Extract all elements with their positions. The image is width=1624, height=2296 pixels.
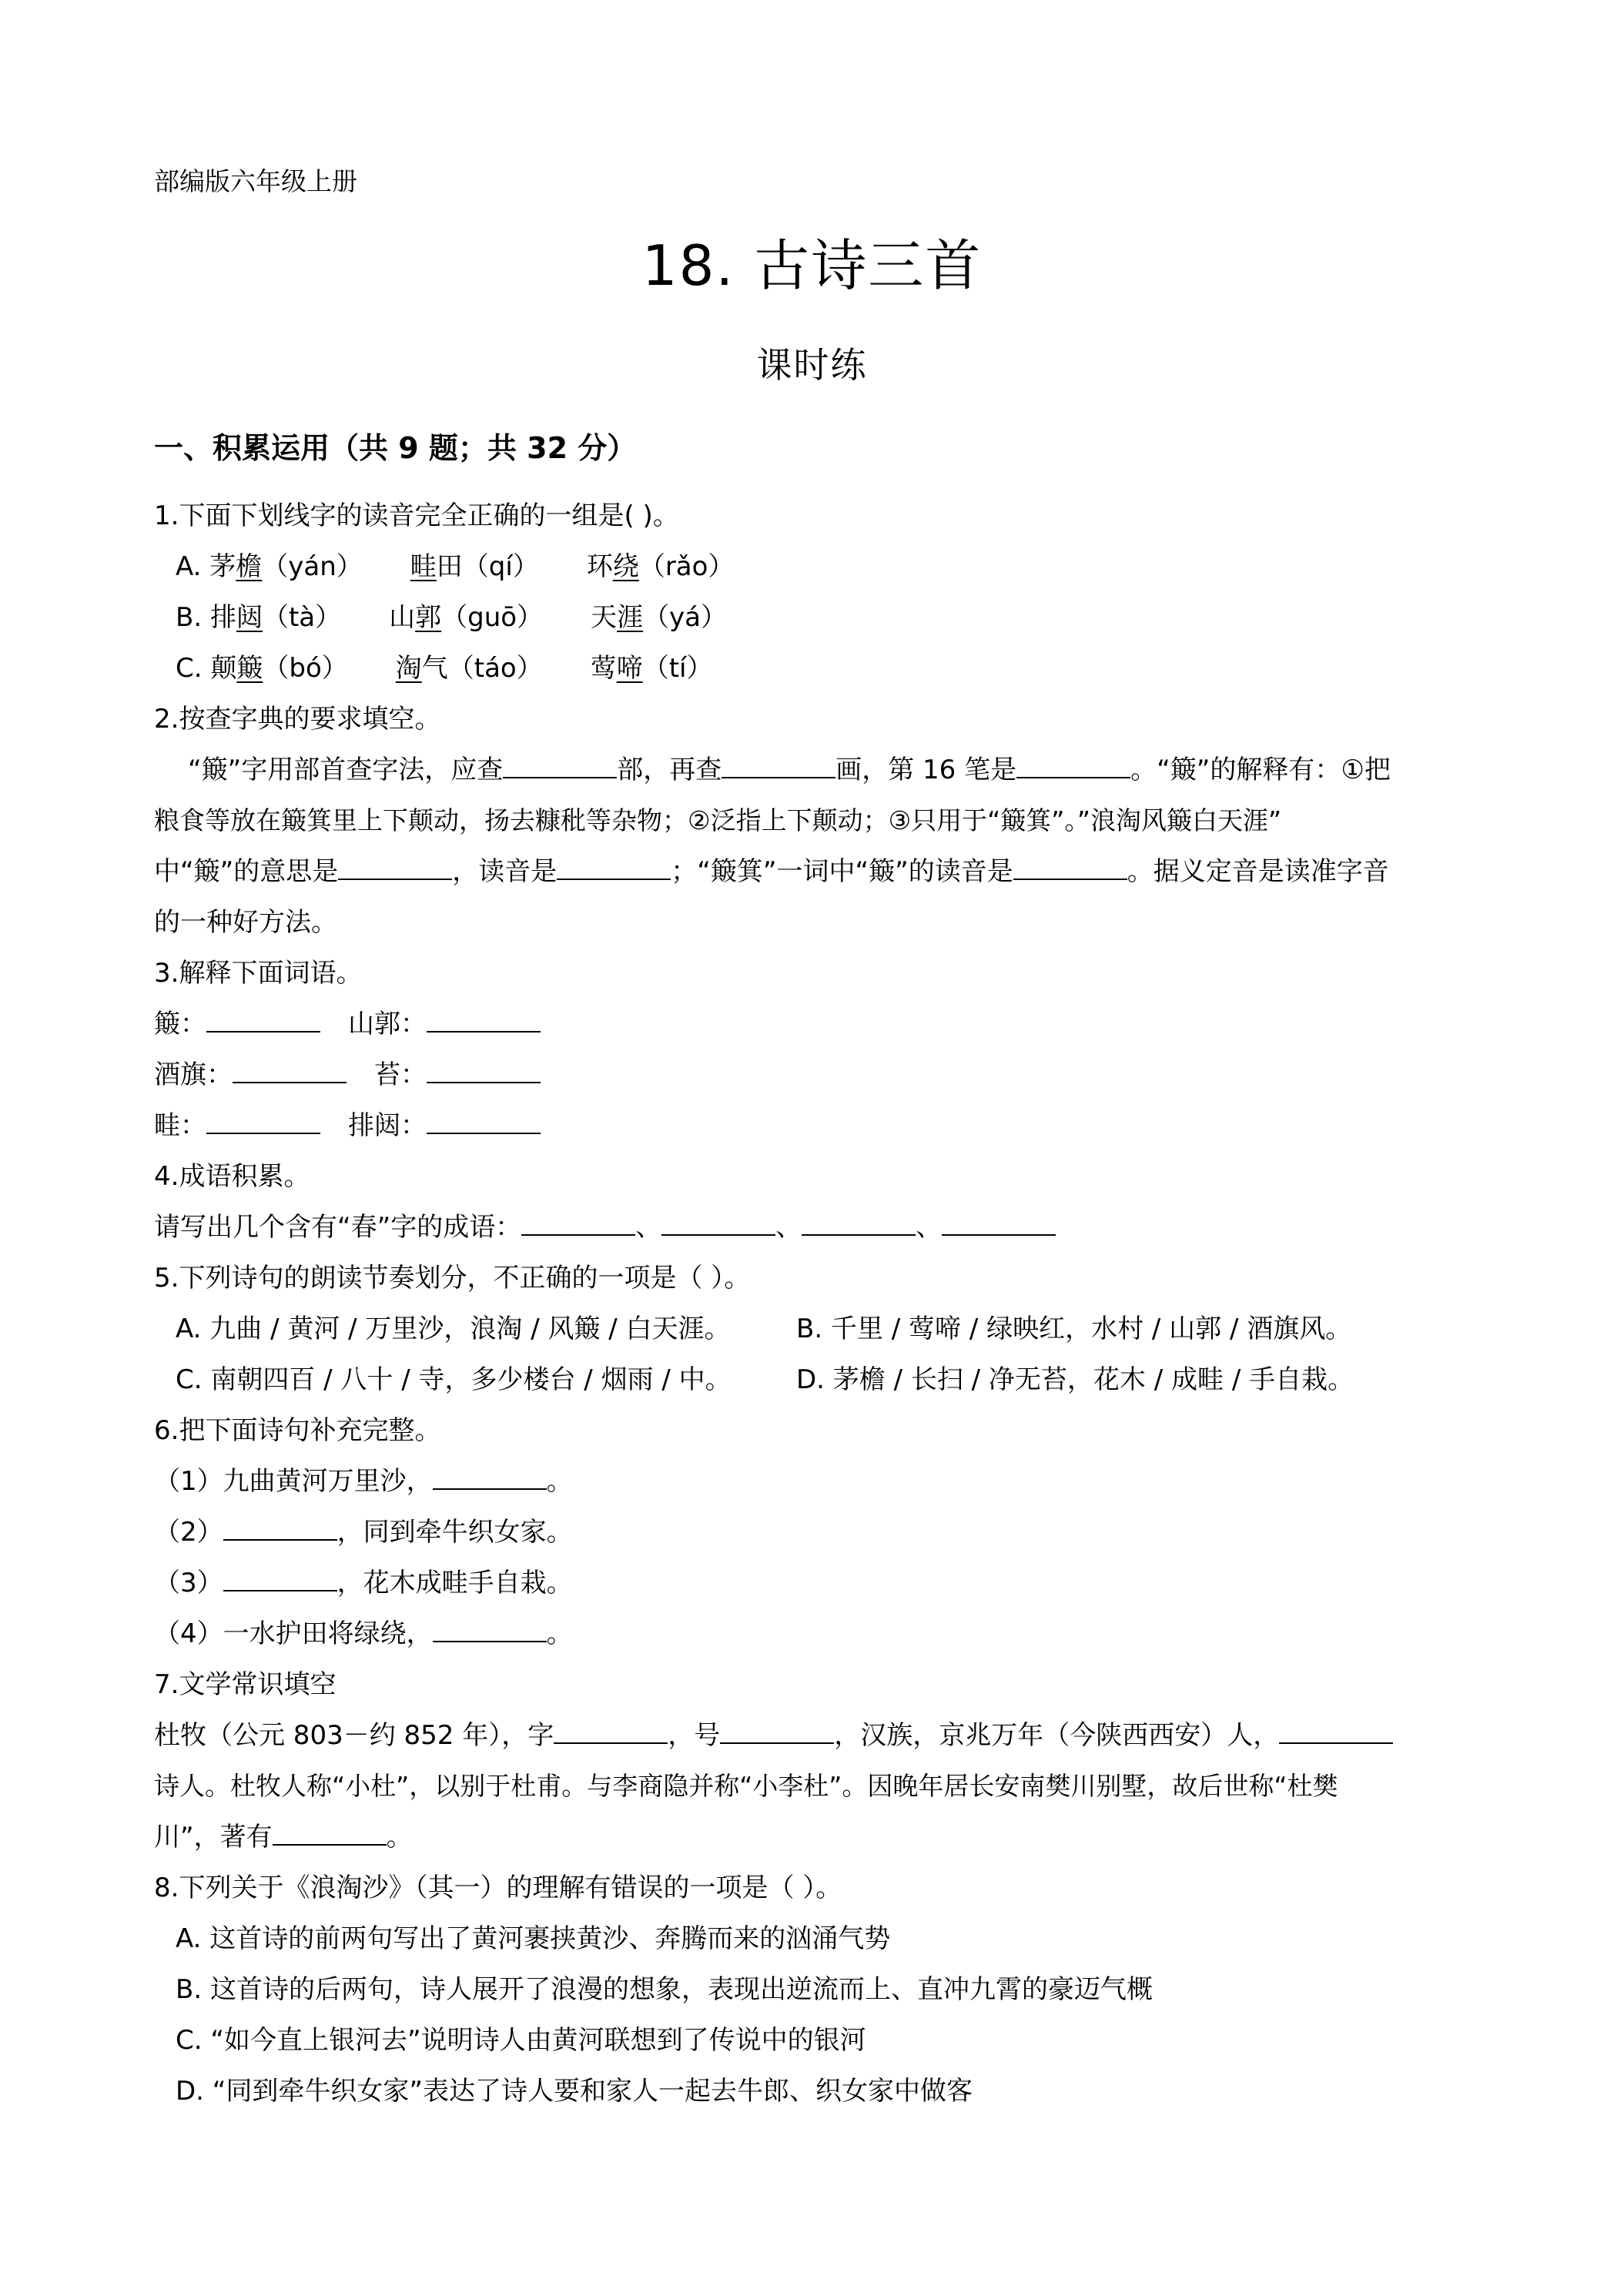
q7-text: ，汉族，京兆万年（今陕西西安）人， — [834, 1720, 1280, 1751]
q1-a-underlined-3: 绕 — [612, 551, 639, 582]
answer-blank[interactable] — [1279, 1719, 1393, 1744]
answer-blank[interactable] — [338, 855, 452, 880]
q3-stem: 3.解释下面词语。 — [154, 958, 363, 989]
answer-blank[interactable] — [433, 1618, 547, 1642]
q5-stem: 5.下列诗句的朗读节奏划分，不正确的一项是（ ）。 — [154, 1263, 751, 1294]
answer-blank[interactable] — [1013, 855, 1127, 880]
q2-text: 画，第 16 笔是 — [835, 755, 1017, 785]
q5-option-d: D. 茅檐 / 长扫 / 净无苔，花木 / 成畦 / 手自栽。 — [796, 1364, 1354, 1395]
q2-text: 。据义定音是读准字音 — [1127, 856, 1389, 887]
q2-line-3 — [154, 855, 1389, 889]
q1-b-reading-3: （yá） — [643, 602, 728, 633]
q4-stem: 4.成语积累。 — [154, 1161, 310, 1192]
q2-text: 中“簸”的意思是 — [154, 856, 339, 887]
q3-word: 酒旗： — [154, 1059, 233, 1090]
separator: 、 — [635, 1212, 662, 1243]
q6-line-2 — [154, 1515, 573, 1549]
answer-blank[interactable] — [427, 1008, 541, 1033]
q1-a-label: A. 茅 — [176, 551, 236, 582]
answer-blank[interactable] — [273, 1821, 387, 1846]
answer-blank[interactable] — [720, 1719, 834, 1744]
q3-word: 排闼： — [348, 1110, 427, 1141]
q1-c-label: C. 颠 — [176, 653, 237, 684]
q1-b-label: B. 排 — [176, 602, 236, 633]
q1-c-reading-2: 气（táo） — [421, 653, 543, 684]
q6-text: （4）一水护田将绿绕， — [154, 1618, 433, 1649]
q6-line-1 — [154, 1464, 573, 1498]
q1-c-reading-3: （tí） — [642, 653, 713, 684]
answer-blank[interactable] — [942, 1211, 1056, 1236]
q2-text: ；“簸箕”一词中“簸”的读音是 — [671, 856, 1013, 887]
q2-text: ，读音是 — [452, 856, 558, 887]
answer-blank[interactable] — [802, 1211, 916, 1236]
q8-option-b: B. 这首诗的后两句，诗人展开了浪漫的想象，表现出逆流而上、直冲九霄的豪迈气概 — [176, 1974, 1153, 2005]
answer-blank[interactable] — [503, 754, 617, 778]
grade-label: 部编版六年级上册 — [154, 166, 357, 196]
q3-word: 畦： — [154, 1110, 206, 1141]
q5-option-b: B. 千里 / 莺啼 / 绿映红，水村 / 山郭 / 酒旗风。 — [796, 1314, 1352, 1344]
q6-text: （3） — [154, 1568, 223, 1598]
answer-blank[interactable] — [427, 1059, 541, 1083]
q1-b-underlined-2: 郭 — [415, 602, 442, 633]
q3-row-1 — [154, 1007, 541, 1041]
q1-c-prefix-3: 莺 — [590, 653, 617, 684]
q3-word: 山郭： — [348, 1009, 427, 1039]
q3-row-2 — [154, 1058, 541, 1092]
q6-text: 。 — [546, 1618, 573, 1649]
page-subtitle: 课时练 — [756, 344, 868, 386]
answer-blank[interactable] — [223, 1516, 337, 1541]
q1-b-reading-1: （tà） — [262, 602, 342, 633]
q6-line-3 — [154, 1566, 573, 1600]
q6-text: 。 — [546, 1466, 573, 1497]
q1-a-underlined-1: 檐 — [236, 551, 263, 582]
q2-text: 。“簸”的解释有：①把 — [1130, 755, 1391, 785]
q7-stem: 7.文学常识填空 — [154, 1669, 337, 1700]
q8-option-d: D. “同到牵牛织女家”表达了诗人要和家人一起去牛郎、织女家中做客 — [176, 2076, 973, 2107]
q7-text: ，号 — [668, 1720, 721, 1751]
q1-c-underlined-3: 啼 — [616, 653, 643, 684]
q7-text: 。 — [386, 1822, 413, 1853]
q1-option-c — [176, 651, 713, 685]
answer-blank[interactable] — [1016, 754, 1130, 778]
q1-option-b — [176, 601, 727, 634]
q1-b-underlined-3: 涯 — [617, 602, 644, 633]
q1-b-reading-2: （guō） — [441, 602, 544, 633]
section-heading: 一、积累运用（共 9 题；共 32 分） — [154, 431, 637, 465]
q7-text: 川”，著有 — [154, 1822, 273, 1853]
q1-option-a — [176, 550, 734, 584]
q8-option-c: C. “如今直上银河去”说明诗人由黄河联想到了传说中的银河 — [176, 2025, 866, 2056]
answer-blank[interactable] — [427, 1110, 541, 1134]
answer-blank[interactable] — [722, 754, 835, 778]
q7-line-2: 诗人。杜牧人称“小杜”，以别于杜甫。与李商隐并称“小李杜”。因晚年居长安南樊川别墅，故后世称“杜樊 — [154, 1771, 1338, 1801]
answer-blank[interactable] — [557, 855, 671, 880]
q1-b-underlined-1: 闼 — [236, 602, 263, 633]
separator: 、 — [775, 1212, 802, 1243]
q1-c-reading-1: （bó） — [263, 653, 348, 684]
q2-stem: 2.按查字典的要求填空。 — [154, 704, 441, 735]
answer-blank[interactable] — [223, 1567, 337, 1591]
q1-stem: 1.下面下划线字的读音完全正确的一组是( )。 — [154, 500, 679, 531]
q2-text: “簸”字用部首查字法，应查 — [188, 755, 504, 785]
answer-blank[interactable] — [661, 1211, 775, 1236]
q5-option-c: C. 南朝四百 / 八十 / 寺，多少楼台 / 烟雨 / 中。 — [176, 1364, 732, 1395]
q1-a-underlined-2: 畦 — [410, 551, 437, 582]
q6-text: ，同到牵牛织女家。 — [337, 1517, 573, 1548]
answer-blank[interactable] — [206, 1110, 320, 1134]
answer-blank[interactable] — [233, 1059, 347, 1083]
q8-option-a: A. 这首诗的前两句写出了黄河裹挟黄沙、奔腾而来的汹涌气势 — [176, 1923, 891, 1954]
q4-line — [154, 1210, 1056, 1244]
answer-blank[interactable] — [554, 1719, 668, 1744]
q3-word: 苔： — [374, 1059, 427, 1090]
q1-a-reading-3: （rǎo） — [638, 551, 735, 582]
q3-row-3 — [154, 1109, 541, 1143]
q4-prompt: 请写出几个含有“春”字的成语： — [154, 1212, 522, 1243]
answer-blank[interactable] — [206, 1008, 320, 1033]
q1-a-prefix-3: 环 — [586, 551, 613, 582]
q7-line-3 — [154, 1820, 413, 1854]
page-title: 18. 古诗三首 — [641, 233, 983, 298]
q2-line-1 — [188, 753, 1391, 787]
q3-word: 簸： — [154, 1009, 206, 1039]
separator: 、 — [916, 1212, 943, 1243]
answer-blank[interactable] — [433, 1465, 547, 1490]
q1-a-reading-2: 田（qí） — [436, 551, 539, 582]
q7-text: 杜牧（公元 803－约 852 年），字 — [154, 1720, 554, 1751]
q2-line-2: 粮食等放在簸箕里上下颠动，扬去糠秕等杂物；②泛指上下颠动；③只用于“簸箕”。”浪淘风簸白天涯” — [154, 805, 1282, 835]
q1-c-underlined-1: 簸 — [236, 653, 263, 684]
q1-c-underlined-2: 淘 — [395, 653, 422, 684]
q7-line-1 — [154, 1719, 1393, 1752]
q6-text: ，花木成畦手自栽。 — [337, 1568, 573, 1598]
q6-text: （1）九曲黄河万里沙， — [154, 1466, 433, 1497]
q5-option-a: A. 九曲 / 黄河 / 万里沙，浪淘 / 风簸 / 白天涯。 — [176, 1314, 731, 1344]
q6-line-4 — [154, 1617, 573, 1651]
q2-line-4: 的一种好方法。 — [154, 907, 337, 938]
q1-b-prefix-2: 山 — [389, 602, 416, 633]
q1-b-prefix-3: 天 — [591, 602, 618, 633]
answer-blank[interactable] — [521, 1211, 635, 1236]
q6-text: （2） — [154, 1517, 223, 1548]
q1-a-reading-1: （yán） — [262, 551, 363, 582]
q6-stem: 6.把下面诗句补充完整。 — [154, 1415, 441, 1446]
q8-stem: 8.下列关于《浪淘沙》（其一）的理解有错误的一项是（ ）。 — [154, 1873, 842, 1903]
q2-text: 部，再查 — [617, 755, 722, 785]
